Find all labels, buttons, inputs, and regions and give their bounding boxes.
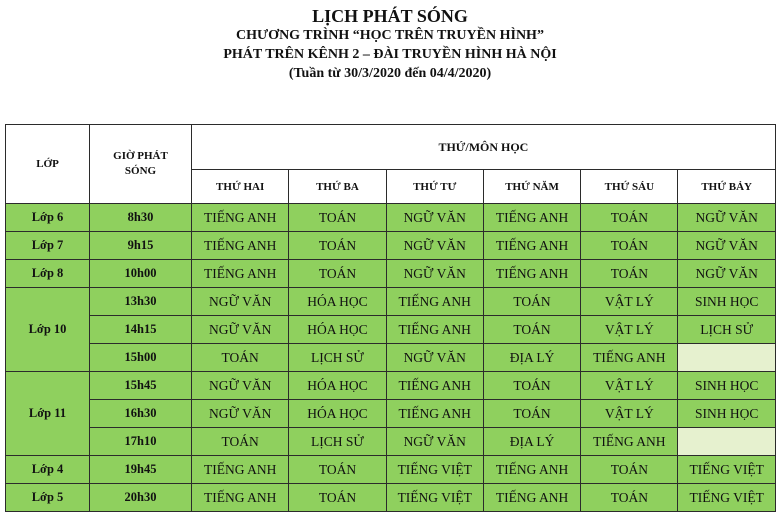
subject-cell: TIẾNG VIỆT: [386, 484, 483, 512]
subject-cell: TOÁN: [289, 484, 386, 512]
subject-cell: SINH HỌC: [678, 288, 775, 316]
class-cell: Lớp 8: [6, 260, 90, 288]
subject-cell: NGỮ VĂN: [386, 344, 483, 372]
subject-cell: VẬT LÝ: [581, 288, 678, 316]
time-cell: 9h15: [90, 232, 192, 260]
table-row: [6, 232, 776, 260]
empty-cell: [678, 344, 775, 372]
header-gio-phat-song: [90, 125, 192, 204]
header-day: THỨ HAI: [192, 170, 289, 204]
subject-cell: NGỮ VĂN: [192, 372, 289, 400]
schedule-table: [5, 124, 776, 512]
class-cell: Lớp 6: [6, 204, 90, 232]
time-cell: 15h45: [90, 372, 192, 400]
subject-cell: SINH HỌC: [678, 400, 775, 428]
subject-cell: NGỮ VĂN: [192, 316, 289, 344]
time-cell: 10h00: [90, 260, 192, 288]
subject-cell: TIẾNG VIỆT: [678, 456, 775, 484]
table-row: [6, 428, 776, 456]
subject-cell: TIẾNG VIỆT: [678, 484, 775, 512]
program-name: CHƯƠNG TRÌNH “HỌC TRÊN TRUYỀN HÌNH”: [236, 28, 544, 43]
time-cell: 17h10: [90, 428, 192, 456]
week-range: (Tuần từ 30/3/2020 đến 04/4/2020): [288, 66, 492, 81]
subject-cell: NGỮ VĂN: [386, 428, 483, 456]
subject-cell: TIẾNG ANH: [192, 260, 289, 288]
class-cell: Lớp 10: [6, 288, 90, 372]
subject-cell: LỊCH SỬ: [289, 428, 386, 456]
subject-cell: TOÁN: [581, 456, 678, 484]
subject-cell: TOÁN: [483, 288, 580, 316]
empty-cell: [678, 428, 775, 456]
subject-cell: TIẾNG ANH: [483, 260, 580, 288]
header-day: THỨ TƯ: [386, 170, 483, 204]
table-row: [6, 316, 776, 344]
header-day: THỨ BẢY: [678, 170, 775, 204]
class-cell: Lớp 7: [6, 232, 90, 260]
time-cell: 15h00: [90, 344, 192, 372]
subject-cell: NGỮ VĂN: [192, 288, 289, 316]
subject-cell: VẬT LÝ: [581, 400, 678, 428]
subject-cell: TIẾNG ANH: [483, 456, 580, 484]
table-row: [6, 372, 776, 400]
subject-cell: TOÁN: [483, 316, 580, 344]
subject-cell: NGỮ VĂN: [386, 232, 483, 260]
subject-cell: TIẾNG ANH: [483, 232, 580, 260]
header-day: THỨ SÁU: [581, 170, 678, 204]
subject-cell: TIẾNG ANH: [386, 288, 483, 316]
class-cell: Lớp 5: [6, 484, 90, 512]
class-cell: Lớp 11: [6, 372, 90, 456]
time-cell: 19h45: [90, 456, 192, 484]
subject-cell: TIẾNG ANH: [386, 400, 483, 428]
subject-cell: TIẾNG VIỆT: [386, 456, 483, 484]
subject-cell: TOÁN: [581, 232, 678, 260]
subject-cell: NGỮ VĂN: [386, 204, 483, 232]
subject-cell: TOÁN: [192, 344, 289, 372]
document-header: [0, 0, 780, 83]
table-row: [6, 400, 776, 428]
time-cell: 8h30: [90, 204, 192, 232]
document-title: LỊCH PHÁT SÓNG: [312, 6, 468, 26]
subject-cell: TIẾNG ANH: [192, 204, 289, 232]
subject-cell: VẬT LÝ: [581, 316, 678, 344]
subject-cell: TIẾNG ANH: [581, 344, 678, 372]
table-row: [6, 344, 776, 372]
time-cell: 14h15: [90, 316, 192, 344]
subject-cell: NGỮ VĂN: [386, 260, 483, 288]
subject-cell: NGỮ VĂN: [678, 260, 775, 288]
subject-cell: NGỮ VĂN: [192, 400, 289, 428]
subject-cell: ĐỊA LÝ: [483, 428, 580, 456]
subject-cell: VẬT LÝ: [581, 372, 678, 400]
subject-cell: TOÁN: [289, 456, 386, 484]
time-cell: 16h30: [90, 400, 192, 428]
table-row: [6, 260, 776, 288]
header-day: THỨ BA: [289, 170, 386, 204]
subject-cell: LỊCH SỬ: [289, 344, 386, 372]
subject-cell: NGỮ VĂN: [678, 204, 775, 232]
subject-cell: TOÁN: [289, 204, 386, 232]
subject-cell: TIẾNG ANH: [192, 456, 289, 484]
subject-cell: HÓA HỌC: [289, 316, 386, 344]
class-cell: Lớp 4: [6, 456, 90, 484]
subject-cell: TIẾNG ANH: [192, 232, 289, 260]
subject-cell: HÓA HỌC: [289, 400, 386, 428]
table-row: [6, 204, 776, 232]
table-row: [6, 288, 776, 316]
subject-cell: NGỮ VĂN: [678, 232, 775, 260]
header-gio-label: GIỜ PHÁT SÓNG: [113, 150, 168, 177]
time-cell: 13h30: [90, 288, 192, 316]
subject-cell: HÓA HỌC: [289, 288, 386, 316]
subject-cell: TOÁN: [289, 232, 386, 260]
subject-cell: LỊCH SỬ: [678, 316, 775, 344]
subject-cell: HÓA HỌC: [289, 372, 386, 400]
header-lop: LỚP: [6, 125, 90, 204]
subject-cell: TOÁN: [581, 260, 678, 288]
table-row: [6, 456, 776, 484]
header-thu-mon-hoc: THỨ/MÔN HỌC: [192, 125, 776, 170]
subject-cell: TOÁN: [581, 204, 678, 232]
subject-cell: TIẾNG ANH: [386, 316, 483, 344]
subject-cell: ĐỊA LÝ: [483, 344, 580, 372]
subject-cell: TIẾNG ANH: [386, 372, 483, 400]
header-day: THỨ NĂM: [483, 170, 580, 204]
subject-cell: TOÁN: [192, 428, 289, 456]
subject-cell: SINH HỌC: [678, 372, 775, 400]
subject-cell: TIẾNG ANH: [192, 484, 289, 512]
time-cell: 20h30: [90, 484, 192, 512]
subject-cell: TIẾNG ANH: [483, 204, 580, 232]
subject-cell: TIẾNG ANH: [483, 484, 580, 512]
subject-cell: TOÁN: [483, 400, 580, 428]
subject-cell: TOÁN: [581, 484, 678, 512]
table-row: [6, 484, 776, 512]
subject-cell: TOÁN: [483, 372, 580, 400]
subject-cell: TOÁN: [289, 260, 386, 288]
channel-info: PHÁT TRÊN KÊNH 2 – ĐÀI TRUYỀN HÌNH HÀ NỘI: [223, 47, 557, 62]
subject-cell: TIẾNG ANH: [581, 428, 678, 456]
